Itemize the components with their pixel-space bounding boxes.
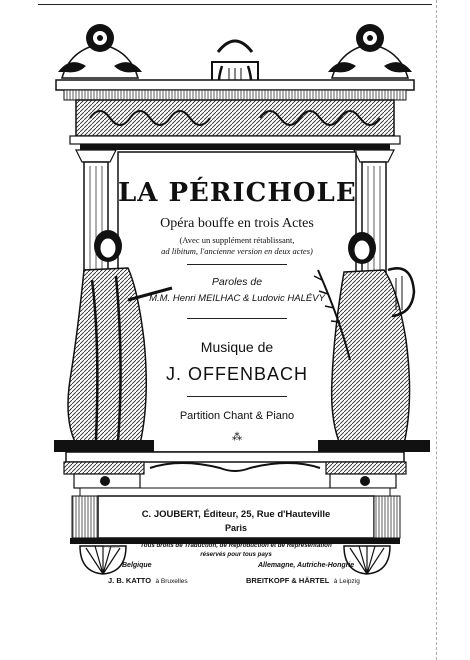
lyrics-by-label: Paroles de [211, 276, 263, 288]
divider-rule [187, 318, 287, 319]
left-acroterion-ornament [58, 24, 142, 78]
supplement-note-line2: ad libitum, l'ancienne version en deux actes) [161, 246, 313, 256]
composer-name: J. OFFENBACH [165, 364, 308, 384]
title-panel [118, 152, 356, 452]
distributor-right-city: à Leipzig [333, 578, 360, 585]
distributor-left [108, 562, 188, 588]
rights-line-1: Tous droits de Traduction, de Reproduction et de Représentation [140, 542, 332, 549]
rights-line-2: réservés pour tous pays [200, 551, 272, 558]
supplement-note-line1: (Avec un supplément rétablissant, [179, 235, 295, 245]
music-by-label: Musique de [200, 339, 274, 355]
opera-subtitle: Opéra bouffe en trois Actes [160, 216, 314, 231]
entablature [56, 80, 414, 150]
distributor-right-country: Allemagne, Autriche-Hongrie [258, 562, 355, 569]
right-acroterion-ornament [328, 24, 412, 78]
divider-rule [187, 264, 287, 265]
distributor-left-country: Belgique [122, 562, 152, 569]
distributor-right [246, 562, 360, 588]
engraver-credit: P. Bineté [104, 544, 120, 549]
distributor-left-city: à Bruxelles [155, 578, 188, 585]
publisher-line: C. JOUBERT, Éditeur, 25, Rue d'Hauteville [141, 509, 331, 520]
publisher-city: Paris [224, 523, 248, 533]
fleuron-ornament: ⁂ [232, 432, 242, 443]
librettists-names: M.M. Henri MEILHAC & Ludovic HALÉVY [149, 293, 325, 304]
score-type: Partition Chant & Piano [179, 410, 295, 422]
distributor-right-name: BREITKOPF & HÄRTEL [246, 576, 330, 585]
publisher-box [98, 502, 374, 536]
opera-title: LA PÉRICHOLE [118, 178, 357, 208]
distributor-left-name: J. B. KATTO [108, 576, 152, 585]
divider-rule [187, 396, 287, 397]
